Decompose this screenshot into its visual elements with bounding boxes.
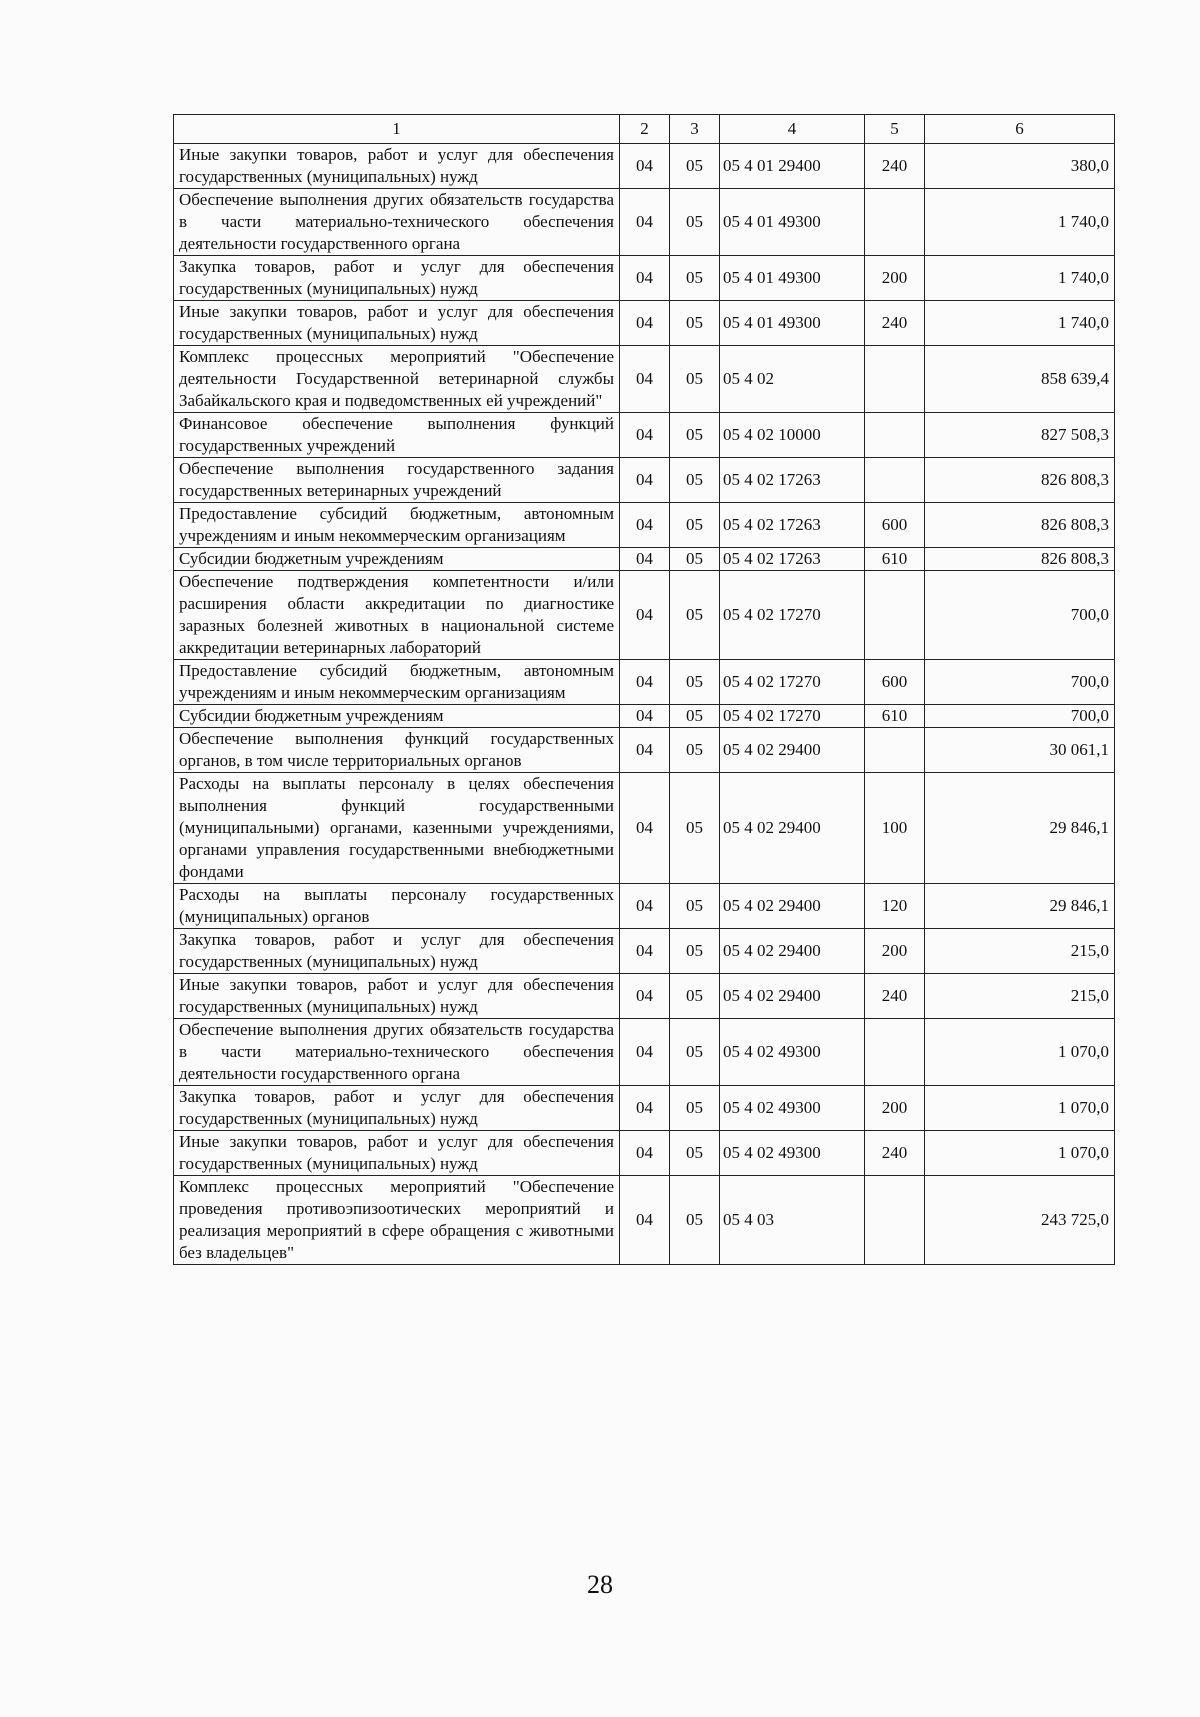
row-subsection: 05 xyxy=(670,503,720,548)
row-amount: 1 740,0 xyxy=(925,256,1115,301)
row-expense-type: 200 xyxy=(865,256,925,301)
row-name: Иные закупки товаров, работ и услуг для обеспечения государственных (муниципальных) нужд xyxy=(174,301,620,346)
row-subsection: 05 xyxy=(670,189,720,256)
row-subsection: 05 xyxy=(670,571,720,660)
header-col-5: 5 xyxy=(865,115,925,144)
row-expense-type xyxy=(865,571,925,660)
row-name: Закупка товаров, работ и услуг для обеспечения государственных (муниципальных) нужд xyxy=(174,1086,620,1131)
row-amount: 215,0 xyxy=(925,929,1115,974)
row-target-article: 05 4 02 xyxy=(720,346,865,413)
row-subsection: 05 xyxy=(670,144,720,189)
row-expense-type xyxy=(865,346,925,413)
row-target-article: 05 4 02 49300 xyxy=(720,1131,865,1176)
row-expense-type: 240 xyxy=(865,1131,925,1176)
row-target-article: 05 4 01 49300 xyxy=(720,189,865,256)
row-target-article: 05 4 02 17270 xyxy=(720,660,865,705)
row-target-article: 05 4 02 29400 xyxy=(720,728,865,773)
table-row xyxy=(174,1019,1115,1086)
row-subsection: 05 xyxy=(670,256,720,301)
row-expense-type: 610 xyxy=(865,705,925,728)
row-target-article: 05 4 02 49300 xyxy=(720,1019,865,1086)
row-target-article: 05 4 02 17263 xyxy=(720,548,865,571)
table-row xyxy=(174,1086,1115,1131)
row-target-article: 05 4 02 49300 xyxy=(720,1086,865,1131)
row-subsection: 05 xyxy=(670,1019,720,1086)
row-amount: 858 639,4 xyxy=(925,346,1115,413)
row-section: 04 xyxy=(620,346,670,413)
row-name: Финансовое обеспечение выполнения функций государственных учреждений xyxy=(174,413,620,458)
row-expense-type xyxy=(865,458,925,503)
row-subsection: 05 xyxy=(670,884,720,929)
table-row xyxy=(174,929,1115,974)
row-name: Обеспечение подтверждения компетентности и/или расширения области аккредитации по диагностике заразных болезней животных в национальной системе аккредитации ветеринарных лабораторий xyxy=(174,571,620,660)
row-amount: 826 808,3 xyxy=(925,548,1115,571)
row-name: Комплекс процессных мероприятий "Обеспечение деятельности Государственной ветеринарной службы Забайкальского края и подведомственных ей учреждений" xyxy=(174,346,620,413)
row-amount: 700,0 xyxy=(925,571,1115,660)
row-section: 04 xyxy=(620,773,670,884)
row-name: Иные закупки товаров, работ и услуг для обеспечения государственных (муниципальных) нужд xyxy=(174,144,620,189)
row-subsection: 05 xyxy=(670,1131,720,1176)
header-col-2: 2 xyxy=(620,115,670,144)
row-expense-type xyxy=(865,189,925,256)
table-row xyxy=(174,301,1115,346)
row-section: 04 xyxy=(620,458,670,503)
row-amount: 29 846,1 xyxy=(925,773,1115,884)
row-target-article: 05 4 02 17263 xyxy=(720,503,865,548)
row-section: 04 xyxy=(620,256,670,301)
row-expense-type: 600 xyxy=(865,503,925,548)
row-section: 04 xyxy=(620,144,670,189)
row-section: 04 xyxy=(620,1176,670,1265)
row-section: 04 xyxy=(620,189,670,256)
row-name: Субсидии бюджетным учреждениям xyxy=(174,548,620,571)
row-section: 04 xyxy=(620,728,670,773)
row-target-article: 05 4 02 17270 xyxy=(720,705,865,728)
row-subsection: 05 xyxy=(670,660,720,705)
row-expense-type: 200 xyxy=(865,1086,925,1131)
row-subsection: 05 xyxy=(670,346,720,413)
row-target-article: 05 4 02 10000 xyxy=(720,413,865,458)
row-name: Комплекс процессных мероприятий "Обеспечение проведения противоэпизоотических мероприятий и реализация мероприятий в сфере обращения с животными без владельцев" xyxy=(174,1176,620,1265)
row-name: Иные закупки товаров, работ и услуг для обеспечения государственных (муниципальных) нужд xyxy=(174,1131,620,1176)
row-amount: 30 061,1 xyxy=(925,728,1115,773)
page-number: 28 xyxy=(587,1570,613,1599)
table-row xyxy=(174,256,1115,301)
table-row xyxy=(174,346,1115,413)
table-row xyxy=(174,884,1115,929)
row-subsection: 05 xyxy=(670,929,720,974)
row-name: Расходы на выплаты персоналу в целях обеспечения выполнения функций государственными (муниципальными) органами, казенными учреждениями, органами управления государственными внебюджетными фондами xyxy=(174,773,620,884)
row-amount: 700,0 xyxy=(925,705,1115,728)
row-name: Иные закупки товаров, работ и услуг для обеспечения государственных (муниципальных) нужд xyxy=(174,974,620,1019)
row-amount: 1 740,0 xyxy=(925,189,1115,256)
row-name: Обеспечение выполнения других обязательств государства в части материально-технического обеспечения деятельности государственного органа xyxy=(174,189,620,256)
row-expense-type: 240 xyxy=(865,144,925,189)
row-section: 04 xyxy=(620,548,670,571)
row-section: 04 xyxy=(620,301,670,346)
row-amount: 1 740,0 xyxy=(925,301,1115,346)
budget-table xyxy=(173,114,1115,1265)
row-section: 04 xyxy=(620,1086,670,1131)
row-subsection: 05 xyxy=(670,974,720,1019)
row-expense-type: 600 xyxy=(865,660,925,705)
row-target-article: 05 4 02 17263 xyxy=(720,458,865,503)
row-subsection: 05 xyxy=(670,728,720,773)
row-subsection: 05 xyxy=(670,705,720,728)
row-amount: 215,0 xyxy=(925,974,1115,1019)
row-subsection: 05 xyxy=(670,301,720,346)
row-target-article: 05 4 02 29400 xyxy=(720,929,865,974)
row-target-article: 05 4 02 29400 xyxy=(720,974,865,1019)
row-target-article: 05 4 01 49300 xyxy=(720,256,865,301)
row-subsection: 05 xyxy=(670,413,720,458)
table-row xyxy=(174,548,1115,571)
row-expense-type: 240 xyxy=(865,974,925,1019)
row-expense-type: 200 xyxy=(865,929,925,974)
table-row xyxy=(174,1176,1115,1265)
header-col-3: 3 xyxy=(670,115,720,144)
row-expense-type xyxy=(865,413,925,458)
table-row xyxy=(174,413,1115,458)
row-subsection: 05 xyxy=(670,1086,720,1131)
row-section: 04 xyxy=(620,413,670,458)
row-subsection: 05 xyxy=(670,458,720,503)
row-section: 04 xyxy=(620,1019,670,1086)
row-section: 04 xyxy=(620,503,670,548)
row-amount: 380,0 xyxy=(925,144,1115,189)
table-body xyxy=(174,144,1115,1265)
row-name: Предоставление субсидий бюджетным, автономным учреждениям и иным некоммерческим организациям xyxy=(174,660,620,705)
row-amount: 826 808,3 xyxy=(925,458,1115,503)
row-subsection: 05 xyxy=(670,548,720,571)
row-expense-type xyxy=(865,728,925,773)
header-col-4: 4 xyxy=(720,115,865,144)
row-name: Предоставление субсидий бюджетным, автономным учреждениям и иным некоммерческим организациям xyxy=(174,503,620,548)
row-amount: 1 070,0 xyxy=(925,1131,1115,1176)
row-expense-type xyxy=(865,1176,925,1265)
row-target-article: 05 4 03 xyxy=(720,1176,865,1265)
row-section: 04 xyxy=(620,884,670,929)
row-expense-type: 240 xyxy=(865,301,925,346)
header-col-1: 1 xyxy=(174,115,620,144)
table-row xyxy=(174,728,1115,773)
table-header-row xyxy=(174,115,1115,144)
table-row xyxy=(174,773,1115,884)
row-name: Обеспечение выполнения других обязательств государства в части материально-технического обеспечения деятельности государственного органа xyxy=(174,1019,620,1086)
row-amount: 1 070,0 xyxy=(925,1019,1115,1086)
row-amount: 29 846,1 xyxy=(925,884,1115,929)
row-section: 04 xyxy=(620,705,670,728)
row-expense-type: 120 xyxy=(865,884,925,929)
row-subsection: 05 xyxy=(670,1176,720,1265)
row-name: Обеспечение выполнения государственного задания государственных ветеринарных учреждений xyxy=(174,458,620,503)
row-name: Закупка товаров, работ и услуг для обеспечения государственных (муниципальных) нужд xyxy=(174,929,620,974)
row-amount: 826 808,3 xyxy=(925,503,1115,548)
table-row xyxy=(174,503,1115,548)
row-name: Закупка товаров, работ и услуг для обеспечения государственных (муниципальных) нужд xyxy=(174,256,620,301)
row-target-article: 05 4 02 29400 xyxy=(720,773,865,884)
table-row xyxy=(174,660,1115,705)
row-section: 04 xyxy=(620,1131,670,1176)
row-section: 04 xyxy=(620,974,670,1019)
header-col-6: 6 xyxy=(925,115,1115,144)
table-row xyxy=(174,1131,1115,1176)
row-expense-type: 100 xyxy=(865,773,925,884)
row-target-article: 05 4 01 29400 xyxy=(720,144,865,189)
table-row xyxy=(174,458,1115,503)
row-amount: 1 070,0 xyxy=(925,1086,1115,1131)
row-target-article: 05 4 02 29400 xyxy=(720,884,865,929)
row-name: Расходы на выплаты персоналу государственных (муниципальных) органов xyxy=(174,884,620,929)
row-name: Субсидии бюджетным учреждениям xyxy=(174,705,620,728)
row-target-article: 05 4 02 17270 xyxy=(720,571,865,660)
table-row xyxy=(174,705,1115,728)
table-row xyxy=(174,571,1115,660)
row-name: Обеспечение выполнения функций государственных органов, в том числе территориальных органов xyxy=(174,728,620,773)
row-expense-type: 610 xyxy=(865,548,925,571)
row-amount: 827 508,3 xyxy=(925,413,1115,458)
row-amount: 243 725,0 xyxy=(925,1176,1115,1265)
row-expense-type xyxy=(865,1019,925,1086)
row-section: 04 xyxy=(620,660,670,705)
table-row xyxy=(174,974,1115,1019)
row-subsection: 05 xyxy=(670,773,720,884)
table-row xyxy=(174,189,1115,256)
row-target-article: 05 4 01 49300 xyxy=(720,301,865,346)
row-amount: 700,0 xyxy=(925,660,1115,705)
row-section: 04 xyxy=(620,929,670,974)
table-row xyxy=(174,144,1115,189)
row-section: 04 xyxy=(620,571,670,660)
